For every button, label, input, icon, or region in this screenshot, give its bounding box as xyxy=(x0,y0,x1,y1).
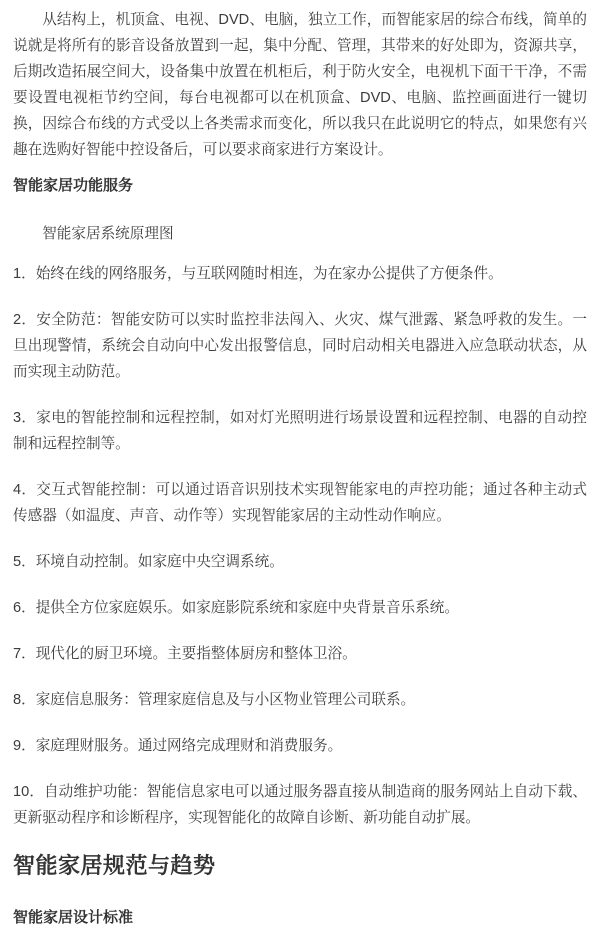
feature-item-7: 7．现代化的厨卫环境。主要指整体厨房和整体卫浴。 xyxy=(13,646,357,662)
feature-item-1: 1．始终在线的网络服务，与互联网随时相连，为在家办公提供了方便条件。 xyxy=(13,266,503,282)
features-section-heading: 智能家居功能服务 xyxy=(13,177,134,194)
standards-section-heading: 智能家居规范与趋势 xyxy=(13,853,216,878)
feature-item-8: 8．家庭信息服务：管理家庭信息及与小区物业管理公司联系。 xyxy=(13,692,416,708)
feature-item-10: 10．自动维护功能：智能信息家电可以通过服务器直接从制造商的服务网站上自动下载、更新驱动程序和诊断程序，实现智能化的故障自诊断、新功能自动扩展。 xyxy=(13,784,587,826)
design-standard-subheading: 智能家居设计标准 xyxy=(13,909,134,926)
feature-item-2: 2．安全防范：智能安防可以实时监控非法闯入、火灾、煤气泄露、紧急呼救的发生。一旦出现警情，系统会自动向中心发出报警信息，同时启动相关电器进入应急联动状态，从而实现主动防范。 xyxy=(13,312,587,380)
intro-paragraph: 从结构上，机顶盒、电视、DVD、电脑，独立工作，而智能家居的综合布线，简单的说就是将所有的影音设备放置到一起，集中分配、管理，其带来的好处即为，资源共享，后期改造拓展空间大，设备集中放置在机柜后，利于防火安全，电视机下面干干净，不需要设置电视柜节约空间，每台电视都可以在机顶盒、DVD、电脑、监控画面进行一键切换，因综合布线的方式受以上各类需求而变化，所以我只在此说明它的特点，如果您有兴趣在选购好智能中控设备后，可以要求商家进行方案设计。 xyxy=(13,12,587,158)
feature-item-3: 3．家电的智能控制和远程控制，如对灯光照明进行场景设置和远程控制、电器的自动控制和远程控制等。 xyxy=(13,410,587,452)
feature-item-9: 9．家庭理财服务。通过网络完成理财和消费服务。 xyxy=(13,738,343,754)
feature-item-5: 5．环境自动控制。如家庭中央空调系统。 xyxy=(13,554,284,570)
feature-item-6: 6．提供全方位家庭娱乐。如家庭影院系统和家庭中央背景音乐系统。 xyxy=(13,600,459,616)
document-page xyxy=(13,7,587,929)
system-diagram-caption: 智能家居系统原理图 xyxy=(42,226,174,242)
feature-item-4: 4．交互式智能控制：可以通过语音识别技术实现智能家电的声控功能；通过各种主动式传感器（如温度、声音、动作等）实现智能家居的主动性动作响应。 xyxy=(13,482,587,524)
